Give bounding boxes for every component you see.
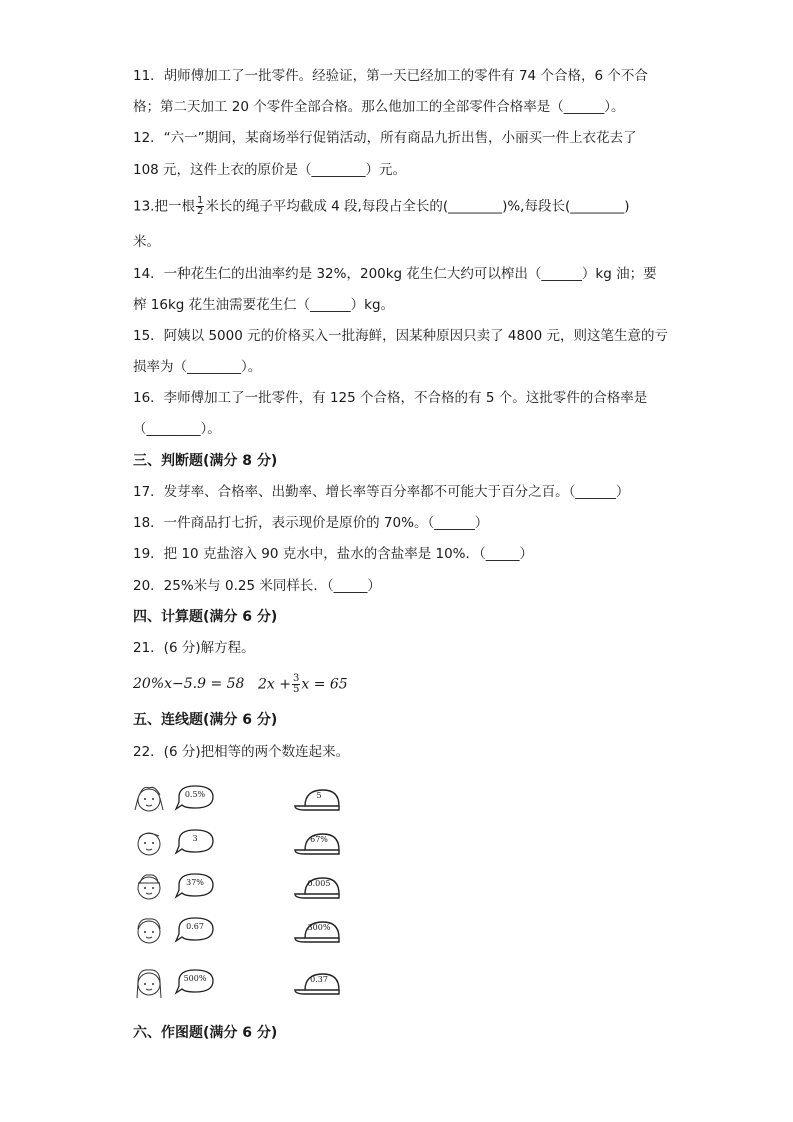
q12-line1: 12．“六一”期间，某商场举行促销活动，所有商品九折出售，小丽买一件上衣花去了	[133, 130, 637, 146]
equation-2-post: x = 65	[301, 676, 348, 693]
equation-2-fraction	[292, 674, 300, 695]
bubble-value: 500%	[183, 974, 207, 983]
q13-line2: 米。	[133, 234, 160, 250]
equation-2-pre: 2x +	[258, 676, 291, 693]
child-face-icon	[133, 964, 173, 1004]
q19: 19．把 10 克盐溶入 90 克水中，盐水的含盐率是 10%．（_____）	[133, 546, 533, 562]
q22: 22．(6 分)把相等的两个数连起来。	[133, 744, 350, 760]
q15-line1: 15．阿姨以 5000 元的价格买入一批海鲜，因某种原因只卖了 4800 元，则这笔生意的亏	[133, 328, 669, 344]
child-face-icon	[133, 868, 173, 908]
section6-title: 六、作图题(满分 6 分)	[133, 1025, 278, 1041]
equation-2-numerator: 3	[292, 673, 300, 684]
bubble-value: 0.5%	[184, 790, 206, 799]
q15-line2: 损率为（________）。	[133, 359, 262, 375]
match-row	[133, 964, 353, 1004]
match-row	[133, 868, 353, 908]
q21: 21．(6 分)解方程。	[133, 640, 255, 656]
q13-fraction	[196, 196, 204, 217]
cap-value: 67%	[310, 835, 328, 844]
q18: 18．一件商品打七折，表示现价是原价的 70%。（______）	[133, 515, 489, 531]
cap-value: 0.005	[307, 879, 331, 888]
bubble-value: 0.67	[186, 922, 204, 931]
q20: 20．25%米与 0.25 米同样长．（_____）	[133, 578, 381, 594]
q14-line2: 榨 16kg 花生油需要花生仁（______）kg。	[133, 297, 395, 313]
cap-value: 300%	[307, 923, 331, 932]
q11-line1: 11．胡师傅加工了一批零件。经验证，第一天已经加工的零件有 74 个合格，6 个不合	[133, 68, 648, 84]
q13-line1	[133, 196, 630, 217]
child-face-icon	[133, 780, 173, 820]
q17: 17．发芽率、合格率、出勤率、增长率等百分率都不可能大于百分之百。（______）	[133, 484, 630, 500]
cap-value: 5	[316, 791, 322, 800]
match-row	[133, 912, 353, 952]
q16-line2: （________）。	[133, 421, 221, 437]
cap-value: 0.37	[310, 975, 328, 984]
section4-title: 四、计算题(满分 6 分)	[133, 609, 278, 625]
q13-post: 米长的绳子平均截成 4 段,每段占全长的(________)%,每段长(________)	[205, 198, 630, 215]
section3-title: 三、判断题(满分 8 分)	[133, 453, 278, 469]
q13-pre: 13.把一根	[133, 198, 195, 215]
q13-frac-numerator: 1	[196, 195, 204, 206]
child-face-icon	[133, 912, 173, 952]
q12-line2: 108 元，这件上衣的原价是（________）元。	[133, 162, 407, 178]
section5-title: 五、连线题(满分 6 分)	[133, 712, 278, 728]
equation-2	[258, 674, 348, 695]
q16-line1: 16．李师傅加工了一批零件，有 125 个合格，不合格的有 5 个。这批零件的合格率是	[133, 390, 648, 406]
q11-line2: 格；第二天加工 20 个零件全部合格。那么他加工的全部零件合格率是（______）。	[133, 99, 625, 115]
match-row	[133, 824, 353, 864]
bubble-value: 37%	[186, 878, 204, 887]
child-face-icon	[133, 824, 173, 864]
q14-line1: 14．一种花生仁的出油率约是 32%，200kg 花生仁大约可以榨出（______）kg 油；要	[133, 266, 657, 282]
equation-2-denominator: 5	[292, 684, 300, 695]
q13-frac-denominator: 2	[196, 206, 204, 217]
match-row	[133, 780, 353, 820]
bubble-value: 3	[192, 834, 198, 843]
equation-1: 20%x−5.9 = 58	[133, 676, 245, 692]
